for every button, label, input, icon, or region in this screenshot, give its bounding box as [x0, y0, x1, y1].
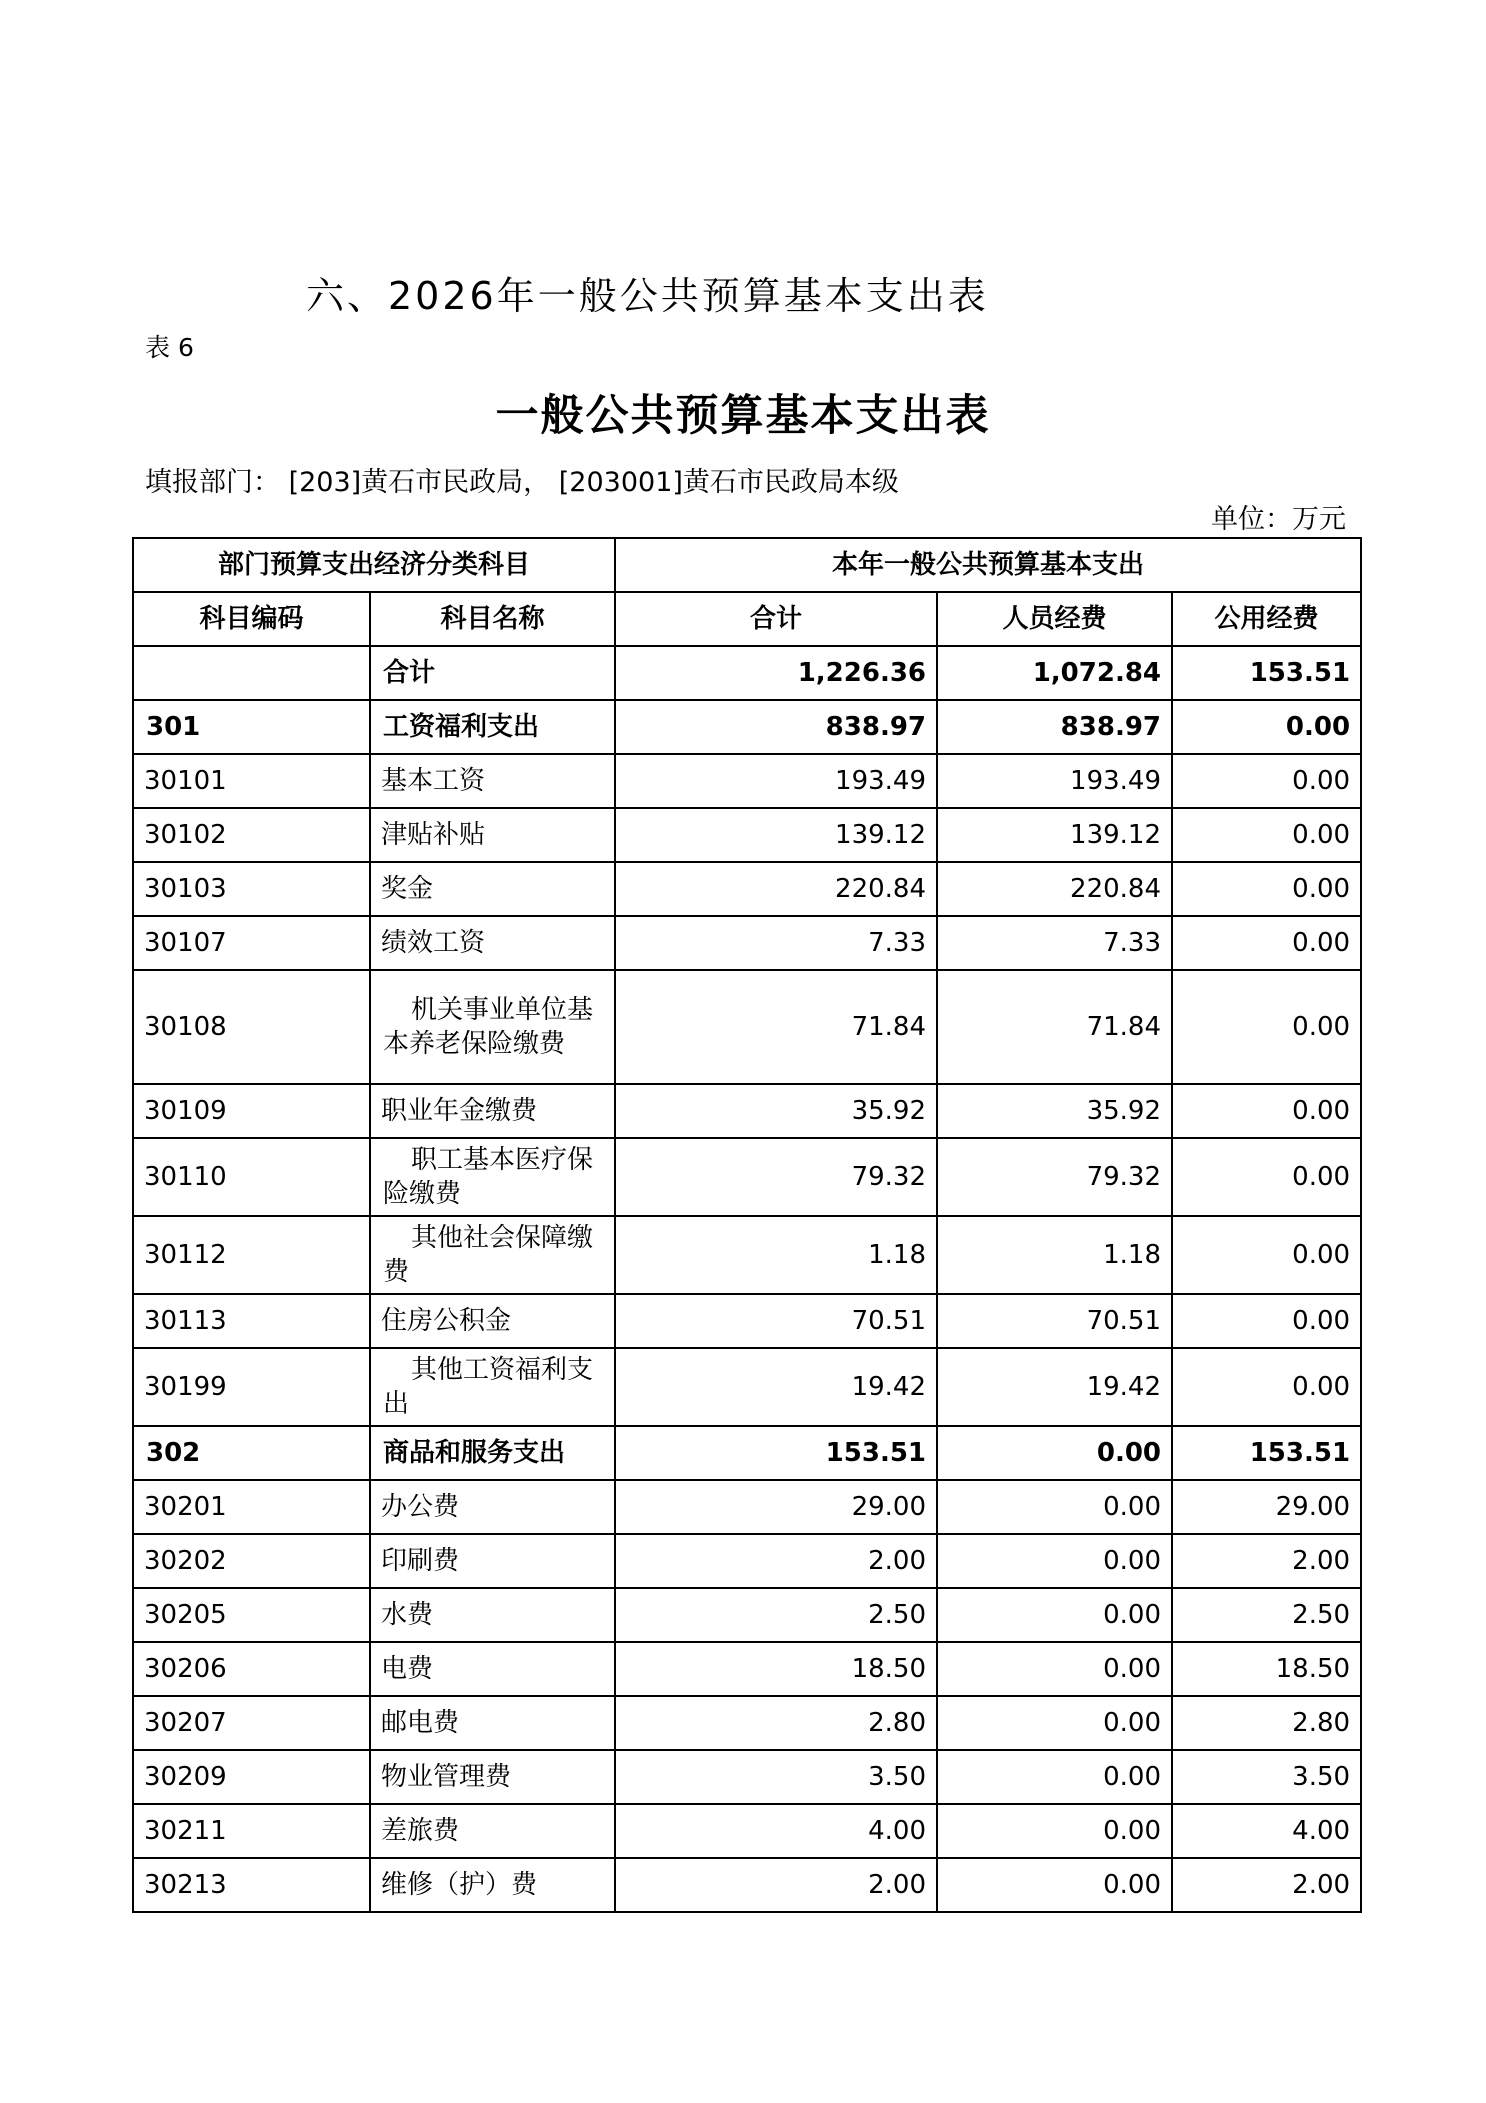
table-row [133, 1534, 1361, 1588]
table-row [133, 1294, 1361, 1348]
table-row-total [133, 646, 1361, 700]
header-code: 科目编码 [133, 592, 370, 646]
cell-personnel: 35.92 [937, 1084, 1172, 1138]
cell-total: 79.32 [615, 1138, 937, 1216]
cell-name: 邮电费 [370, 1696, 615, 1750]
cell-public: 0.00 [1172, 862, 1361, 916]
cell-code: 30201 [133, 1480, 370, 1534]
cell-public: 2.80 [1172, 1696, 1361, 1750]
cell-total: 1,226.36 [615, 646, 937, 700]
cell-public: 0.00 [1172, 1216, 1361, 1294]
cell-total: 70.51 [615, 1294, 937, 1348]
table-row [133, 1858, 1361, 1912]
cell-public: 0.00 [1172, 1294, 1361, 1348]
cell-public: 0.00 [1172, 970, 1361, 1084]
cell-code: 30209 [133, 1750, 370, 1804]
cell-name: 电费 [370, 1642, 615, 1696]
cell-personnel: 193.49 [937, 754, 1172, 808]
cell-total: 7.33 [615, 916, 937, 970]
cell-total: 71.84 [615, 970, 937, 1084]
cell-personnel: 1,072.84 [937, 646, 1172, 700]
cell-name: 津贴补贴 [370, 808, 615, 862]
table-row [133, 1480, 1361, 1534]
cell-public: 0.00 [1172, 700, 1361, 754]
header-personnel: 人员经费 [937, 592, 1172, 646]
cell-public: 2.50 [1172, 1588, 1361, 1642]
cell-public: 2.00 [1172, 1858, 1361, 1912]
section-title: 六、2026年一般公共预算基本支出表 [306, 274, 989, 318]
cell-name: 物业管理费 [370, 1750, 615, 1804]
cell-total: 838.97 [615, 700, 937, 754]
cell-personnel: 0.00 [937, 1588, 1172, 1642]
table-row [133, 1642, 1361, 1696]
reporting-department: 填报部门： [203]黄石市民政局， [203001]黄石市民政局本级 [145, 467, 899, 498]
table-row-category [133, 700, 1361, 754]
header-basic-expenditure: 本年一般公共预算基本支出 [615, 538, 1361, 592]
table-row [133, 1084, 1361, 1138]
table-row [133, 1804, 1361, 1858]
cell-code: 30102 [133, 808, 370, 862]
cell-personnel: 19.42 [937, 1348, 1172, 1426]
cell-total: 193.49 [615, 754, 937, 808]
cell-personnel: 0.00 [937, 1804, 1172, 1858]
page-title: 一般公共预算基本支出表 [495, 391, 991, 441]
cell-personnel: 0.00 [937, 1642, 1172, 1696]
cell-name: 职工基本医疗保险缴费 [370, 1138, 615, 1216]
table-number: 表 6 [145, 333, 194, 362]
cell-code: 30207 [133, 1696, 370, 1750]
cell-name: 机关事业单位基本养老保险缴费 [370, 970, 615, 1084]
header-group-row [133, 538, 1361, 592]
cell-total: 220.84 [615, 862, 937, 916]
header-column-row [133, 592, 1361, 646]
cell-code: 30202 [133, 1534, 370, 1588]
header-classification: 部门预算支出经济分类科目 [133, 538, 615, 592]
cell-name: 基本工资 [370, 754, 615, 808]
cell-code: 30109 [133, 1084, 370, 1138]
table-row [133, 1348, 1361, 1426]
cell-name: 水费 [370, 1588, 615, 1642]
cell-personnel: 0.00 [937, 1426, 1172, 1480]
cell-personnel: 70.51 [937, 1294, 1172, 1348]
table-row [133, 862, 1361, 916]
cell-total: 29.00 [615, 1480, 937, 1534]
cell-name: 印刷费 [370, 1534, 615, 1588]
cell-total: 35.92 [615, 1084, 937, 1138]
cell-total: 139.12 [615, 808, 937, 862]
cell-code: 30107 [133, 916, 370, 970]
cell-name: 差旅费 [370, 1804, 615, 1858]
cell-personnel: 71.84 [937, 970, 1172, 1084]
cell-code: 30199 [133, 1348, 370, 1426]
cell-total: 2.50 [615, 1588, 937, 1642]
header-total: 合计 [615, 592, 937, 646]
cell-total: 2.00 [615, 1858, 937, 1912]
cell-personnel: 220.84 [937, 862, 1172, 916]
cell-public: 4.00 [1172, 1804, 1361, 1858]
cell-code: 30113 [133, 1294, 370, 1348]
cell-total: 19.42 [615, 1348, 937, 1426]
cell-name: 绩效工资 [370, 916, 615, 970]
cell-code: 301 [133, 700, 370, 754]
cell-name: 工资福利支出 [370, 700, 615, 754]
cell-public: 2.00 [1172, 1534, 1361, 1588]
cell-personnel: 0.00 [937, 1696, 1172, 1750]
cell-public: 0.00 [1172, 1348, 1361, 1426]
budget-table [132, 537, 1362, 1913]
cell-public: 29.00 [1172, 1480, 1361, 1534]
cell-public: 0.00 [1172, 808, 1361, 862]
cell-code: 30213 [133, 1858, 370, 1912]
cell-personnel: 7.33 [937, 916, 1172, 970]
table-row [133, 1696, 1361, 1750]
unit-label: 单位：万元 [1211, 504, 1346, 535]
cell-personnel: 1.18 [937, 1216, 1172, 1294]
cell-personnel: 0.00 [937, 1750, 1172, 1804]
cell-name: 其他社会保障缴费 [370, 1216, 615, 1294]
cell-public: 153.51 [1172, 1426, 1361, 1480]
cell-name: 其他工资福利支出 [370, 1348, 615, 1426]
cell-code: 30108 [133, 970, 370, 1084]
header-public: 公用经费 [1172, 592, 1361, 646]
cell-personnel: 0.00 [937, 1480, 1172, 1534]
cell-code [133, 646, 370, 700]
cell-name: 职业年金缴费 [370, 1084, 615, 1138]
cell-personnel: 838.97 [937, 700, 1172, 754]
cell-public: 153.51 [1172, 646, 1361, 700]
table-row [133, 1588, 1361, 1642]
cell-public: 0.00 [1172, 754, 1361, 808]
cell-code: 30103 [133, 862, 370, 916]
cell-public: 18.50 [1172, 1642, 1361, 1696]
cell-name: 合计 [370, 646, 615, 700]
cell-code: 30206 [133, 1642, 370, 1696]
cell-total: 2.80 [615, 1696, 937, 1750]
cell-name: 维修（护）费 [370, 1858, 615, 1912]
cell-personnel: 139.12 [937, 808, 1172, 862]
cell-code: 30112 [133, 1216, 370, 1294]
cell-personnel: 0.00 [937, 1534, 1172, 1588]
table-row [133, 754, 1361, 808]
cell-code: 30211 [133, 1804, 370, 1858]
cell-total: 3.50 [615, 1750, 937, 1804]
cell-public: 0.00 [1172, 916, 1361, 970]
cell-total: 2.00 [615, 1534, 937, 1588]
table-row [133, 1216, 1361, 1294]
cell-total: 153.51 [615, 1426, 937, 1480]
header-name: 科目名称 [370, 592, 615, 646]
cell-public: 0.00 [1172, 1084, 1361, 1138]
cell-code: 30101 [133, 754, 370, 808]
cell-total: 4.00 [615, 1804, 937, 1858]
table-row [133, 1138, 1361, 1216]
cell-code: 30205 [133, 1588, 370, 1642]
cell-name: 奖金 [370, 862, 615, 916]
cell-personnel: 79.32 [937, 1138, 1172, 1216]
cell-code: 30110 [133, 1138, 370, 1216]
table-row [133, 1750, 1361, 1804]
table-row-category [133, 1426, 1361, 1480]
table-row [133, 970, 1361, 1084]
cell-total: 18.50 [615, 1642, 937, 1696]
cell-personnel: 0.00 [937, 1858, 1172, 1912]
cell-name: 办公费 [370, 1480, 615, 1534]
cell-public: 3.50 [1172, 1750, 1361, 1804]
cell-name: 住房公积金 [370, 1294, 615, 1348]
cell-total: 1.18 [615, 1216, 937, 1294]
table-row [133, 916, 1361, 970]
cell-code: 302 [133, 1426, 370, 1480]
cell-public: 0.00 [1172, 1138, 1361, 1216]
table-row [133, 808, 1361, 862]
cell-name: 商品和服务支出 [370, 1426, 615, 1480]
